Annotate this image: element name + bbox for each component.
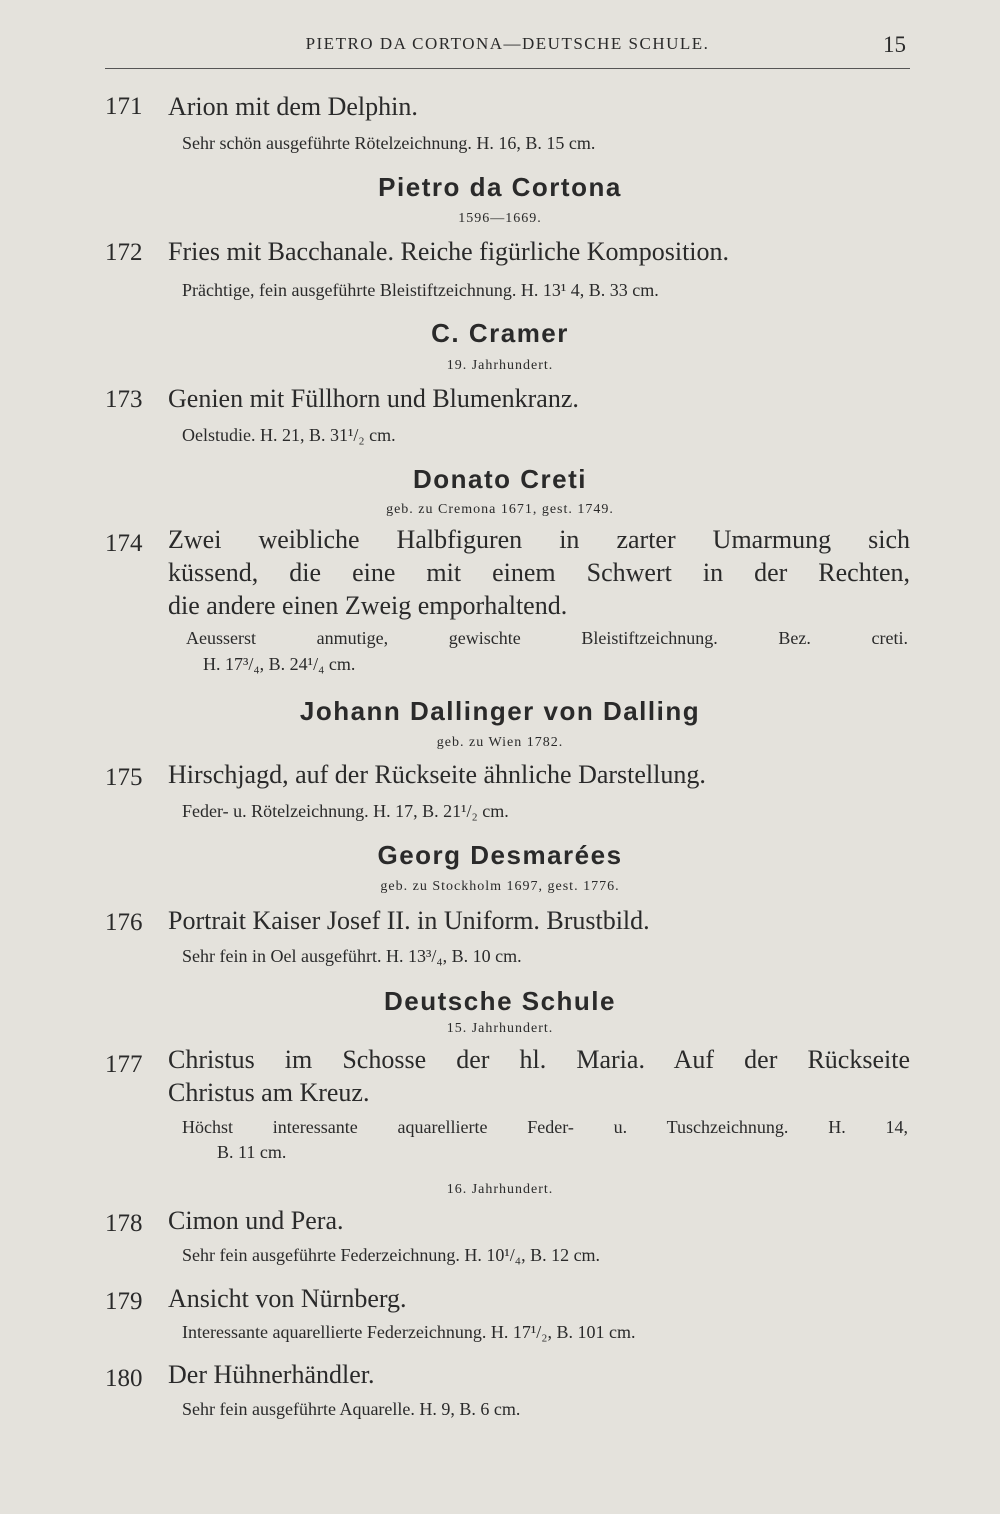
lot-description: Interessante aquarellierte Federzeichnung. H. 17¹/₂, B. 101 cm. [182,1322,636,1342]
lot-description: Prächtige, fein ausgeführte Bleistiftzeichnung. H. 13¹ 4, B. 33 cm. [182,280,659,300]
lot-title: Arion mit dem Delphin. [168,92,418,121]
lot-description: Sehr fein ausgeführte Aquarelle. H. 9, B. 6 cm. [182,1399,521,1419]
lot-title-line: die andere einen Zweig emporhaltend. [168,591,568,620]
lot-description: Sehr schön ausgeführte Rötelzeichnung. H. 16, B. 15 cm. [182,133,596,153]
lot-title: Fries mit Bacchanale. Reiche figürliche Komposition. [168,237,730,266]
artist-heading: Johann Dallinger von Dalling [299,696,701,726]
running-title: PIETRO DA CORTONA—DEUTSCHE SCHULE. [305,34,710,53]
lot-description-line: Höchst interessante aquarellierte Feder- u. Tuschzeichnung. H. 14, [182,1117,908,1137]
lot-number: 177 [105,1051,143,1078]
artist-dates: geb. zu Cremona 1671, gest. 1749. [386,502,614,517]
lot-number: 171 [105,93,143,120]
artist-heading: Deutsche Schule [383,986,616,1016]
lot-description-line: H. 17³/₄, B. 24¹/₄ cm. [203,654,356,674]
lot-description: Feder- u. Rötelzeichnung. H. 17, B. 21¹/₂ cm. [182,801,509,821]
lot-number: 176 [105,909,143,936]
lot-description: Sehr fein ausgeführte Federzeichnung. H. 10¹/₄, B. 12 cm. [182,1245,601,1265]
artist-dates: geb. zu Wien 1782. [436,735,564,750]
artist-heading: C. Cramer [431,318,569,348]
lot-title: Hirschjagd, auf der Rückseite ähnliche Darstellung. [168,760,706,789]
lot-description-line: Aeusserst anmutige, gewischte Bleistiftzeichnung. Bez. creti. [186,628,908,648]
lot-number: 178 [105,1210,143,1237]
page-number: 15 [883,32,906,57]
artist-heading: Donato Creti [413,464,587,494]
lot-description: Sehr fein in Oel ausgeführt. H. 13³/₄, B. 10 cm. [182,946,522,966]
lot-title-line: Christus am Kreuz. [168,1078,370,1107]
lot-description-line: B. 11 cm. [217,1142,287,1162]
lot-title-line: Zwei weibliche Halbfiguren in zarter Umarmung sich [168,525,910,554]
artist-heading: Georg Desmarées [377,840,623,870]
lot-number: 173 [105,386,143,413]
lot-number: 175 [105,764,143,791]
artist-dates: 15. Jahrhundert. [446,1021,554,1036]
lot-number: 172 [105,239,143,266]
lot-number: 179 [105,1288,143,1315]
lot-title-line: küssend, die eine mit einem Schwert in der Rechten, [168,558,910,587]
artist-heading: Pietro da Cortona [378,172,622,202]
lot-title-line: Christus im Schosse der hl. Maria. Auf der Rückseite [168,1045,910,1074]
period-heading: 16. Jahrhundert. [446,1182,554,1197]
artist-dates: geb. zu Stockholm 1697, gest. 1776. [380,879,620,894]
artist-dates: 19. Jahrhundert. [446,358,554,373]
lot-number: 180 [105,1365,143,1392]
lot-description: Oelstudie. H. 21, B. 31¹/₂ cm. [182,425,396,445]
lot-title: Portrait Kaiser Josef II. in Uniform. Brustbild. [168,906,650,935]
lot-title: Cimon und Pera. [168,1206,344,1235]
page-header [105,32,910,69]
lot-number: 174 [105,530,143,557]
lot-title: Ansicht von Nürnberg. [168,1284,407,1313]
lot-title: Der Hühnerhändler. [168,1360,375,1389]
lot-title: Genien mit Füllhorn und Blumenkranz. [168,384,579,413]
artist-dates: 1596—1669. [458,211,542,226]
